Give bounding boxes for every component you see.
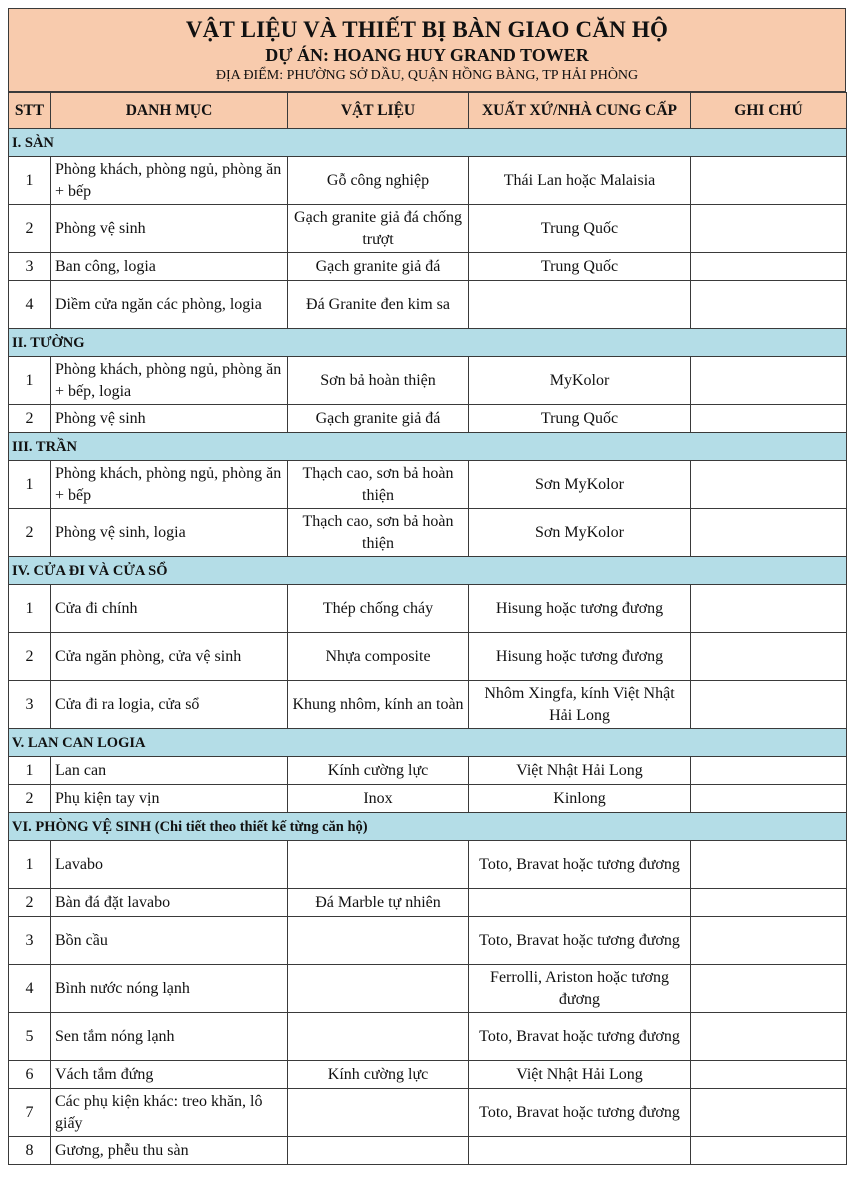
note-cell bbox=[691, 157, 847, 205]
material-cell: Khung nhôm, kính an toàn bbox=[288, 681, 469, 729]
item-name: Sen tắm nóng lạnh bbox=[51, 1013, 288, 1061]
origin-cell: Toto, Bravat hoặc tương đương bbox=[469, 1089, 691, 1137]
note-cell bbox=[691, 281, 847, 329]
row-number: 2 bbox=[9, 889, 51, 917]
origin-cell: Sơn MyKolor bbox=[469, 509, 691, 557]
item-name: Vách tắm đứng bbox=[51, 1061, 288, 1089]
item-name: Gương, phễu thu sàn bbox=[51, 1137, 288, 1165]
note-cell bbox=[691, 1061, 847, 1089]
row-number: 1 bbox=[9, 461, 51, 509]
col-header-item: DANH MỤC bbox=[51, 93, 288, 129]
item-name: Cửa ngăn phòng, cửa vệ sinh bbox=[51, 633, 288, 681]
item-name: Phòng khách, phòng ngủ, phòng ăn + bếp, logia bbox=[51, 357, 288, 405]
origin-cell: Toto, Bravat hoặc tương đương bbox=[469, 1013, 691, 1061]
table-row bbox=[9, 461, 847, 509]
row-number: 2 bbox=[9, 205, 51, 253]
section-row bbox=[9, 813, 847, 841]
note-cell bbox=[691, 1013, 847, 1061]
origin-cell: Trung Quốc bbox=[469, 253, 691, 281]
table-row bbox=[9, 1137, 847, 1165]
section-title: II. TƯỜNG bbox=[9, 329, 847, 357]
row-number: 3 bbox=[9, 917, 51, 965]
origin-cell: Ferrolli, Ariston hoặc tương đương bbox=[469, 965, 691, 1013]
row-number: 3 bbox=[9, 681, 51, 729]
table-row bbox=[9, 1061, 847, 1089]
table-row bbox=[9, 357, 847, 405]
col-header-material: VẬT LIỆU bbox=[288, 93, 469, 129]
material-cell: Thạch cao, sơn bả hoàn thiện bbox=[288, 461, 469, 509]
spec-sheet bbox=[8, 8, 846, 1165]
col-header-origin: XUẤT XỨ/NHÀ CUNG CẤP bbox=[469, 93, 691, 129]
row-number: 2 bbox=[9, 509, 51, 557]
item-name: Phụ kiện tay vịn bbox=[51, 785, 288, 813]
material-cell: Gỗ công nghiệp bbox=[288, 157, 469, 205]
table-row bbox=[9, 405, 847, 433]
material-cell: Nhựa composite bbox=[288, 633, 469, 681]
note-cell bbox=[691, 1137, 847, 1165]
table-header-row bbox=[9, 93, 847, 129]
table-row bbox=[9, 281, 847, 329]
row-number: 4 bbox=[9, 965, 51, 1013]
origin-cell: Sơn MyKolor bbox=[469, 461, 691, 509]
row-number: 3 bbox=[9, 253, 51, 281]
table-row bbox=[9, 965, 847, 1013]
item-name: Lavabo bbox=[51, 841, 288, 889]
material-cell: Gạch granite giả đá bbox=[288, 253, 469, 281]
sheet-header bbox=[8, 8, 846, 92]
note-cell bbox=[691, 205, 847, 253]
table-row bbox=[9, 785, 847, 813]
item-name: Cửa đi ra logia, cửa sổ bbox=[51, 681, 288, 729]
section-title: IV. CỬA ĐI VÀ CỬA SỔ bbox=[9, 557, 847, 585]
origin-cell: Toto, Bravat hoặc tương đương bbox=[469, 917, 691, 965]
note-cell bbox=[691, 357, 847, 405]
item-name: Phòng khách, phòng ngủ, phòng ăn + bếp bbox=[51, 157, 288, 205]
row-number: 2 bbox=[9, 405, 51, 433]
origin-cell: Kinlong bbox=[469, 785, 691, 813]
section-row bbox=[9, 729, 847, 757]
item-name: Bồn cầu bbox=[51, 917, 288, 965]
project-name: DỰ ÁN: HOANG HUY GRAND TOWER bbox=[265, 45, 589, 65]
material-cell: Thạch cao, sơn bả hoàn thiện bbox=[288, 509, 469, 557]
material-cell bbox=[288, 841, 469, 889]
origin-cell bbox=[469, 889, 691, 917]
origin-cell: Nhôm Xingfa, kính Việt Nhật Hải Long bbox=[469, 681, 691, 729]
row-number: 5 bbox=[9, 1013, 51, 1061]
material-cell: Kính cường lực bbox=[288, 1061, 469, 1089]
material-cell bbox=[288, 917, 469, 965]
section-row bbox=[9, 129, 847, 157]
note-cell bbox=[691, 757, 847, 785]
sheet-title: VẬT LIỆU VÀ THIẾT BỊ BÀN GIAO CĂN HỘ bbox=[185, 17, 669, 42]
material-cell bbox=[288, 1013, 469, 1061]
col-header-stt: STT bbox=[9, 93, 51, 129]
item-name: Cửa đi chính bbox=[51, 585, 288, 633]
section-title: III. TRẦN bbox=[9, 433, 847, 461]
note-cell bbox=[691, 917, 847, 965]
origin-cell: Hisung hoặc tương đương bbox=[469, 585, 691, 633]
note-cell bbox=[691, 585, 847, 633]
note-cell bbox=[691, 509, 847, 557]
material-cell bbox=[288, 1137, 469, 1165]
material-cell: Đá Marble tự nhiên bbox=[288, 889, 469, 917]
table-row bbox=[9, 585, 847, 633]
table-row bbox=[9, 157, 847, 205]
note-cell bbox=[691, 405, 847, 433]
note-cell bbox=[691, 965, 847, 1013]
row-number: 1 bbox=[9, 357, 51, 405]
row-number: 1 bbox=[9, 585, 51, 633]
note-cell bbox=[691, 841, 847, 889]
row-number: 1 bbox=[9, 757, 51, 785]
origin-cell: Thái Lan hoặc Malaisia bbox=[469, 157, 691, 205]
item-name: Các phụ kiện khác: treo khăn, lô giấy bbox=[51, 1089, 288, 1137]
origin-cell: Hisung hoặc tương đương bbox=[469, 633, 691, 681]
origin-cell: Trung Quốc bbox=[469, 205, 691, 253]
item-name: Phòng vệ sinh bbox=[51, 405, 288, 433]
material-cell bbox=[288, 965, 469, 1013]
origin-cell: Trung Quốc bbox=[469, 405, 691, 433]
table-row bbox=[9, 757, 847, 785]
item-name: Ban công, logia bbox=[51, 253, 288, 281]
material-cell: Gạch granite giả đá bbox=[288, 405, 469, 433]
section-title: I. SÀN bbox=[9, 129, 847, 157]
note-cell bbox=[691, 461, 847, 509]
item-name: Bàn đá đặt lavabo bbox=[51, 889, 288, 917]
row-number: 1 bbox=[9, 841, 51, 889]
material-cell: Sơn bả hoàn thiện bbox=[288, 357, 469, 405]
section-title: V. LAN CAN LOGIA bbox=[9, 729, 847, 757]
row-number: 2 bbox=[9, 785, 51, 813]
item-name: Phòng vệ sinh bbox=[51, 205, 288, 253]
item-name: Phòng khách, phòng ngủ, phòng ăn + bếp bbox=[51, 461, 288, 509]
project-location: ĐỊA ĐIỂM: PHƯỜNG SỞ DẦU, QUẬN HỒNG BÀNG, TP HẢI PHÒNG bbox=[215, 68, 639, 83]
note-cell bbox=[691, 785, 847, 813]
section-row bbox=[9, 329, 847, 357]
table-row bbox=[9, 509, 847, 557]
material-cell bbox=[288, 1089, 469, 1137]
section-row bbox=[9, 433, 847, 461]
section-title: VI. PHÒNG VỆ SINH (Chi tiết theo thiết kế từng căn hộ) bbox=[9, 813, 847, 841]
row-number: 1 bbox=[9, 157, 51, 205]
origin-cell: Việt Nhật Hải Long bbox=[469, 1061, 691, 1089]
material-cell: Đá Granite đen kim sa bbox=[288, 281, 469, 329]
table-row bbox=[9, 205, 847, 253]
item-name: Lan can bbox=[51, 757, 288, 785]
origin-cell: Việt Nhật Hải Long bbox=[469, 757, 691, 785]
origin-cell: Toto, Bravat hoặc tương đương bbox=[469, 841, 691, 889]
note-cell bbox=[691, 681, 847, 729]
table-row bbox=[9, 917, 847, 965]
origin-cell: MyKolor bbox=[469, 357, 691, 405]
section-row bbox=[9, 557, 847, 585]
materials-table bbox=[8, 92, 847, 1165]
col-header-note: GHI CHÚ bbox=[691, 93, 847, 129]
note-cell bbox=[691, 253, 847, 281]
origin-cell bbox=[469, 281, 691, 329]
table-row bbox=[9, 1089, 847, 1137]
item-name: Bình nước nóng lạnh bbox=[51, 965, 288, 1013]
table-row bbox=[9, 841, 847, 889]
table-row bbox=[9, 681, 847, 729]
note-cell bbox=[691, 633, 847, 681]
row-number: 2 bbox=[9, 633, 51, 681]
table-row bbox=[9, 633, 847, 681]
row-number: 6 bbox=[9, 1061, 51, 1089]
table-row bbox=[9, 889, 847, 917]
material-cell: Kính cường lực bbox=[288, 757, 469, 785]
table-row bbox=[9, 1013, 847, 1061]
material-cell: Inox bbox=[288, 785, 469, 813]
table-row bbox=[9, 253, 847, 281]
row-number: 7 bbox=[9, 1089, 51, 1137]
item-name: Phòng vệ sinh, logia bbox=[51, 509, 288, 557]
row-number: 4 bbox=[9, 281, 51, 329]
material-cell: Thép chống cháy bbox=[288, 585, 469, 633]
material-cell: Gạch granite giả đá chống trượt bbox=[288, 205, 469, 253]
origin-cell bbox=[469, 1137, 691, 1165]
table-body bbox=[9, 129, 847, 1165]
item-name: Diềm cửa ngăn các phòng, logia bbox=[51, 281, 288, 329]
note-cell bbox=[691, 1089, 847, 1137]
note-cell bbox=[691, 889, 847, 917]
row-number: 8 bbox=[9, 1137, 51, 1165]
